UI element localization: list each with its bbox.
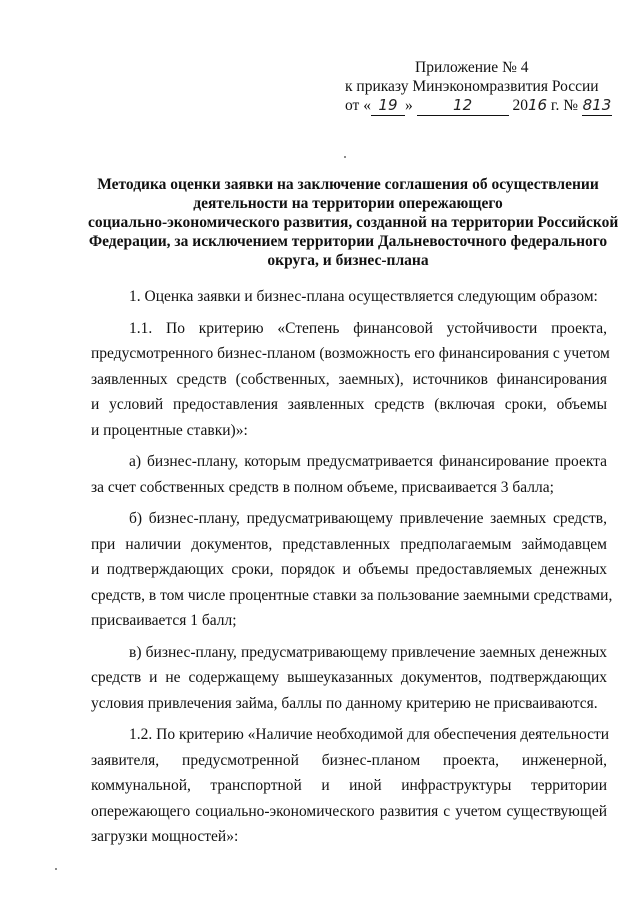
title-line: округа, и бизнес-плана	[267, 252, 429, 269]
text-line: и подтверждающих сроки, порядок и объемы предоставляемых денежных	[91, 561, 607, 578]
text-line: б) бизнес-плану, предусматривающему привлечение заемных средств,	[129, 510, 607, 527]
paragraph-1-1	[91, 316, 610, 444]
appendix-label: Приложение № 4	[415, 59, 529, 76]
title-line: Федерации, за исключением территории Дальневосточного федерального	[88, 233, 608, 250]
text-line: в) бизнес-плану, предусматривающему привлечение заемных денежных	[129, 643, 607, 661]
text-line: и условий предоставления заявленных средств (включая сроки, объемы	[91, 396, 607, 413]
title-line: Методика оценки заявки на заключение соглашения об осуществлении	[97, 176, 599, 193]
text-line: присваивается 1 балл;	[91, 612, 237, 629]
text-line: 1.1. По критерию «Степень финансовой устойчивости проекта,	[129, 319, 607, 337]
text-line: коммунальной, транспортной и иной инфраструктуры территории	[91, 777, 607, 794]
title-line: социально-экономического развития, созданной на территории Российской	[88, 214, 619, 231]
text-line: условия привлечения займа, баллы по данному критерию не присваиваются.	[91, 694, 598, 712]
paragraph-b	[91, 506, 613, 634]
text-line: при наличии документов, представленных предполагаемым займодавцем	[91, 535, 607, 553]
date-year-suffix: 16	[527, 96, 548, 114]
paragraph-1	[91, 284, 607, 310]
text-line: 1. Оценка заявки и бизнес-плана осуществляется следующим образом:	[129, 288, 598, 305]
text-line: заявленных средств (собственных, заемных), источников финансирования	[91, 370, 607, 388]
paragraph-v	[91, 640, 607, 717]
date-year-prefix: 20	[512, 97, 528, 114]
scan-speck	[55, 868, 57, 870]
text-line: средств, в том числе процентные ставки за пользование заемными средствами,	[91, 586, 613, 604]
text-line: опережающего социально-экономического развития с учетом существующей	[91, 802, 607, 820]
date-month: 12	[417, 96, 509, 116]
document-body	[91, 284, 613, 850]
order-reference: к приказу Минэкономразвития России	[345, 78, 599, 95]
text-line: средств и не содержащему вышеуказанных документов, подтверждающих	[91, 669, 607, 686]
text-line: предусмотренного бизнес-планом (возможность его финансирования с учетом	[91, 345, 610, 362]
text-line: и процентные ставки)»:	[91, 421, 248, 439]
text-line: за счет собственных средств в полном объеме, присваивается 3 балла;	[91, 478, 554, 496]
date-year-end: г. №	[547, 97, 579, 114]
order-number: 813	[582, 96, 612, 114]
text-line: 1.2. По критерию «Наличие необходимой для обеспечения деятельности	[129, 726, 610, 743]
date-mid: »	[404, 97, 413, 114]
scan-speck	[344, 156, 346, 158]
document-title	[88, 175, 619, 270]
paragraph-1-2	[91, 722, 610, 850]
date-day: 19	[371, 96, 405, 116]
appendix-header	[345, 58, 630, 116]
order-date-line	[345, 96, 630, 116]
text-line: заявителя, предусмотренной бизнес-планом проекта, инженерной,	[91, 751, 607, 769]
date-prefix: от «	[345, 97, 371, 114]
paragraph-a	[91, 449, 607, 500]
title-line: деятельности на территории опережающего	[193, 195, 503, 212]
text-line: а) бизнес-плану, которым предусматривается финансирование проекта	[129, 453, 607, 470]
text-line: загрузки мощностей»:	[91, 828, 239, 845]
